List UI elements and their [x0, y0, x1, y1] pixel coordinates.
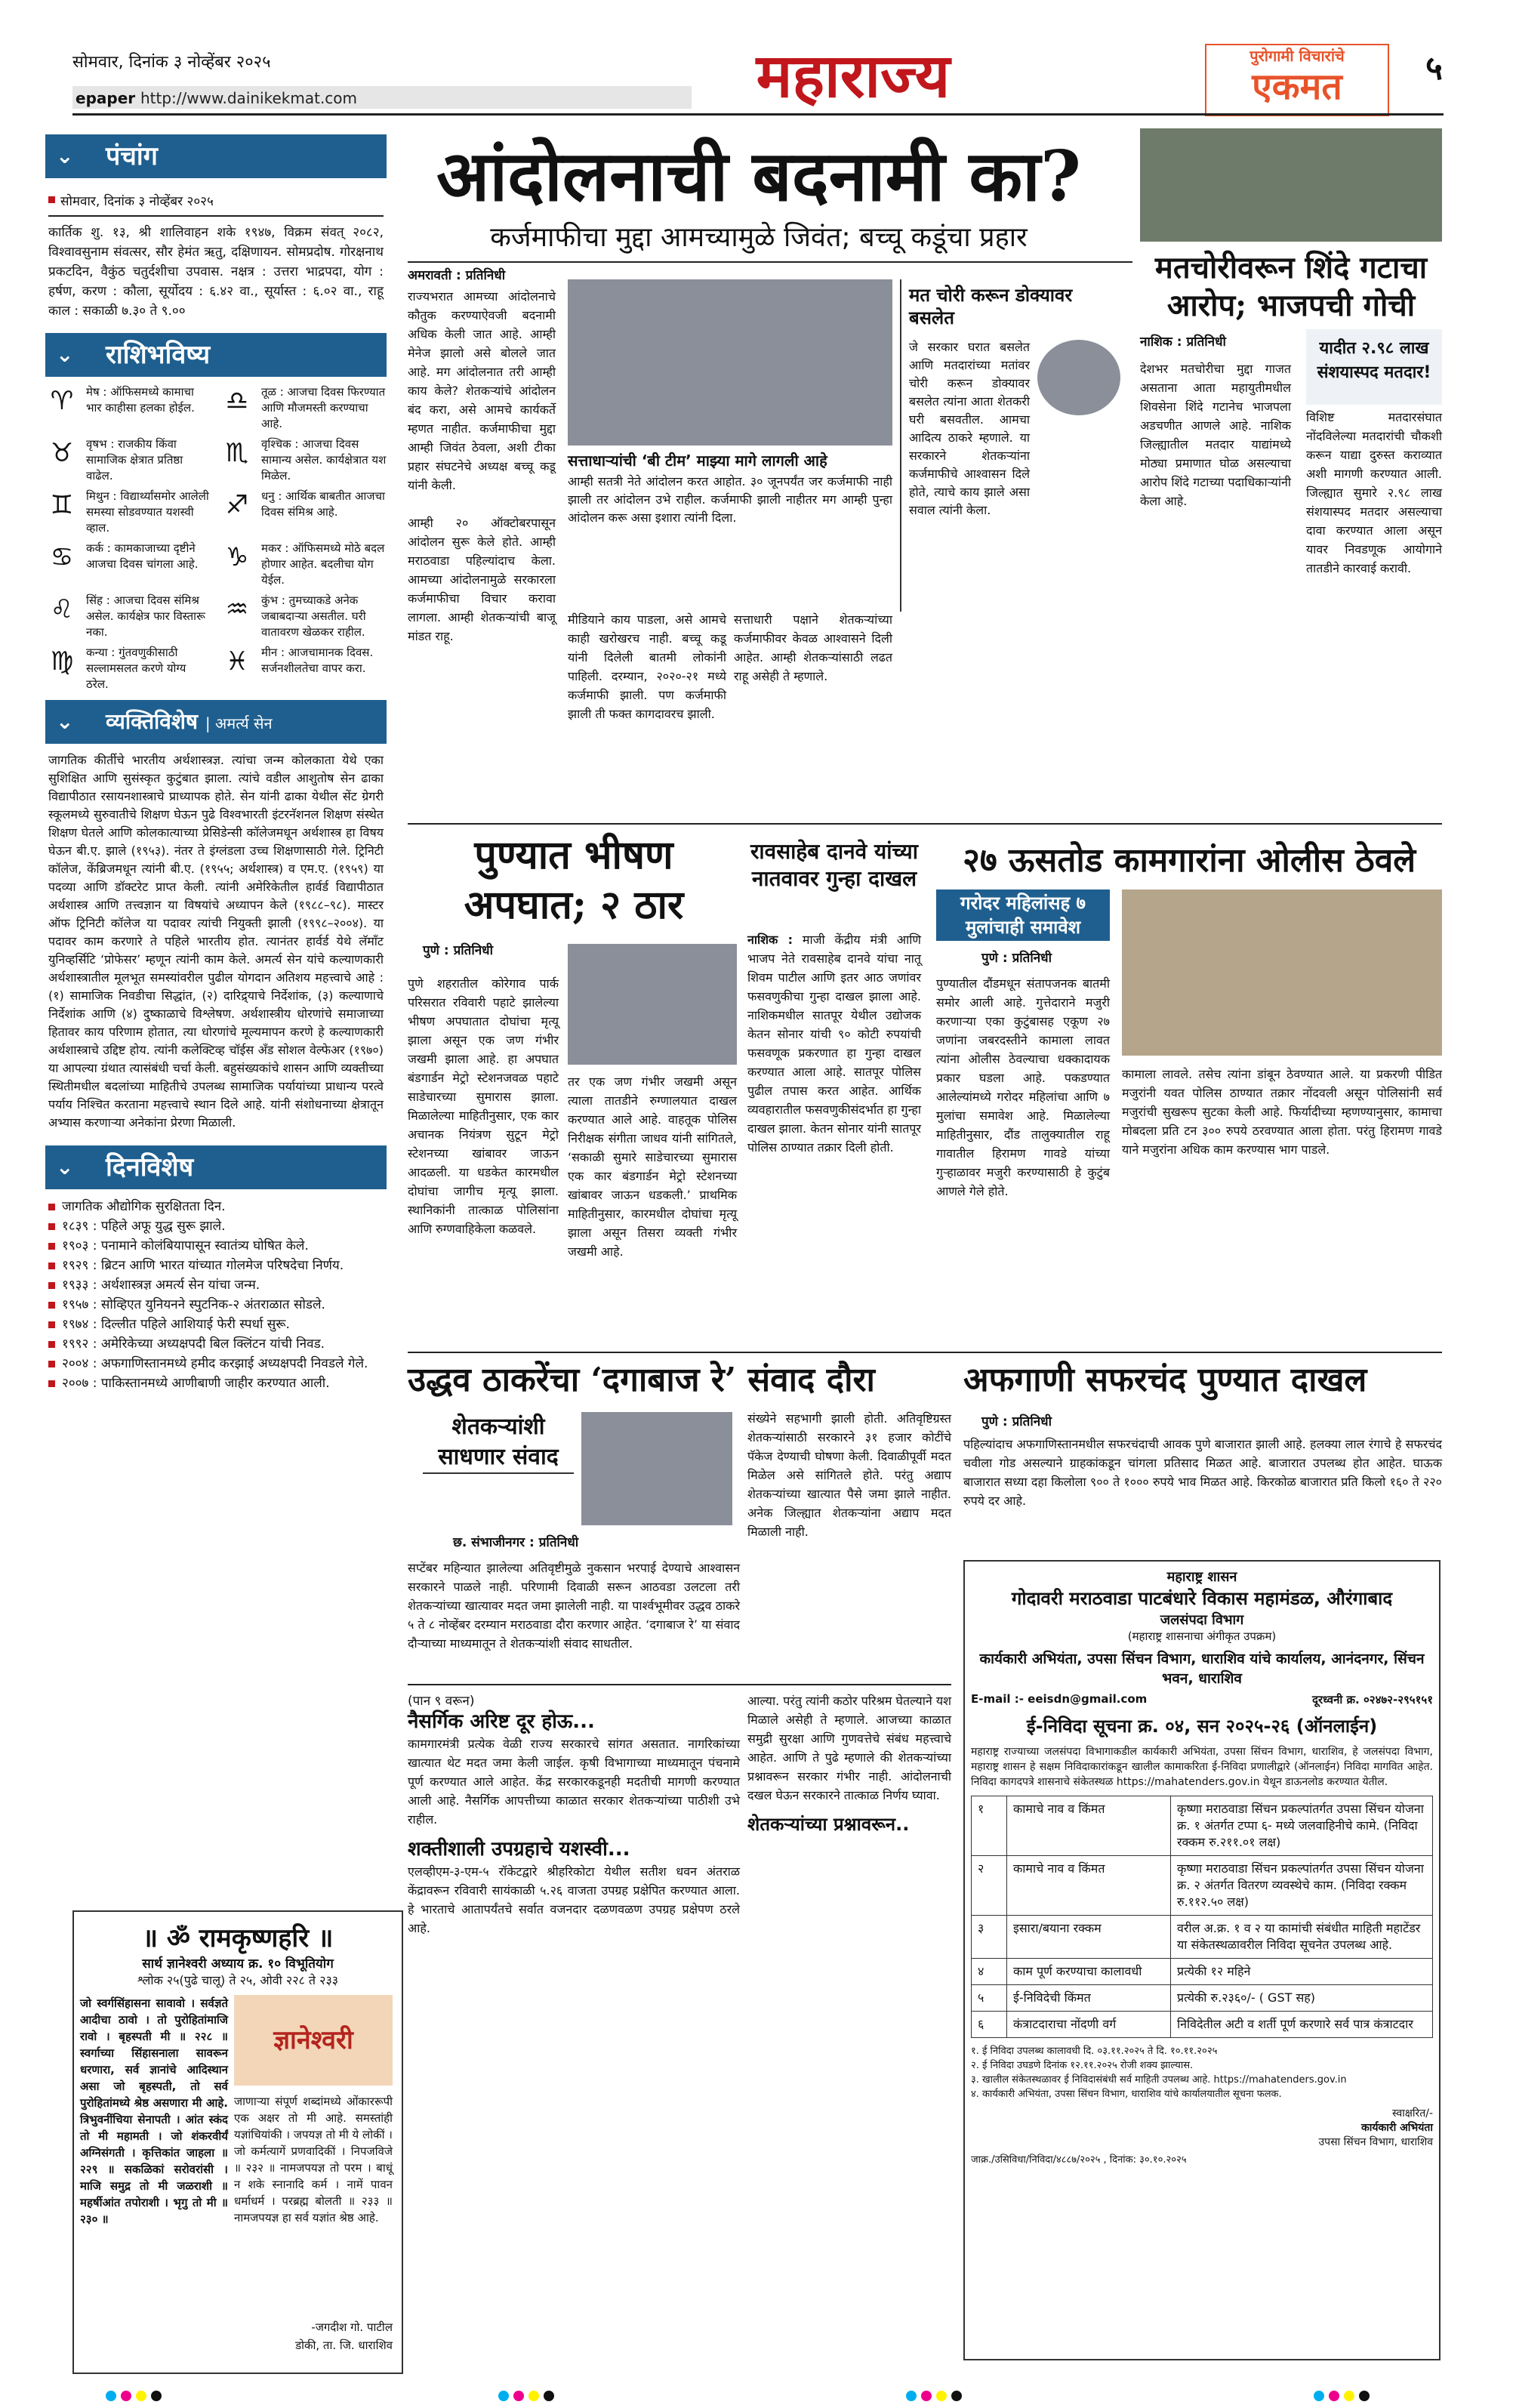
- tender-office: कार्यकारी अभियंता, उपसा सिंचन विभाग, धाराशिव यांचे कार्यालय, आनंदनगर, सिंचन भवन, धाराशिव: [979, 1651, 1425, 1687]
- rashi-title-bar: [45, 333, 387, 377]
- afghani-body: पहिल्यांदाच अफगाणिस्तानमधील सफरचंदाची आवक पुणे बाजारात झाली आहे. हलक्या लाल रंगाचे हे सफरचंद चवीला गोड असल्याने ग्राहकांकडून चांगला प्रतिसाद मिळत आहे. बाजारात उपलब्ध होत आहेत. घाऊक बाजारात सध्या दहा किलोला ९०० ते १००० रुपये भाव मिळत आहे. किरकोळ बाजारात प्रति किलो १६० ते २२० रुपये दर आहे.: [963, 1437, 1442, 1508]
- tender-cell-value: प्रत्येकी १२ महिने: [1171, 1959, 1433, 1985]
- panchang-body: कार्तिक शु. १३, श्री शालिवाहन शके १९४७, विक्रम संवत् २०८२, विश्वावसुनाम संवत्सर, सौर हेमंत ऋतु, दक्षिणायन. सोमप्रदोष. गोरक्षनाथ प्रकटदिन, वैकुंठ चतुर्दशीचा उपवास. नक्षत्र : उत्तरा भाद्रपदा, योग : हर्षण, करण : कौला, सूर्योदय : ६.४२ वा., सूर्यास्त : ६.०२ वा., राहू काल : सकाळी ७.३० ते ९.००: [48, 225, 384, 319]
- danve-body: नाशिक : माजी केंद्रीय मंत्री आणि भाजप नेते रावसाहेब दानवे यांचा नातू शिवम पाटील आणि इतर आठ जणांवर फसवणुकीचा गुन्हा दाखल झाला आहे. नाशिकमधील सातपूर येथील उद्योजक केतन सोनार यांची ९० कोटी रुपयांची फसवणूक प्रकरणात हा गुन्हा दाखल करण्यात आला आहे. सातपूर पोलिस पुढील तपास करत आहेत. आर्थिक व्यवहारातील फसवणुकीसंदर्भात हा गुन्हा दाखल झाला. केतन सोनार यांनी सातपूर पोलिस ठाण्यात तक्रार दिली होती.: [747, 933, 921, 1155]
- rashi-item: [45, 541, 211, 588]
- issue-date: सोमवार, दिनांक ३ नोव्हेंबर २०२५: [72, 53, 271, 72]
- nasargik-body: कामगारमंत्री प्रत्येक वेळी राज्य सरकारचे सांगत असतात. नागरिकांच्या खात्यात थेट मदत जमा केली जाईल. कृषी विभागाच्या माध्यमातून पंचनामे पूर्ण करण्यात आले आहेत. केंद्र सरकारकडूनही मदतीची मागणी करण्यात आली आहे. नैसर्गिक आपत्तीच्या काळात सरकार शेतकऱ्यांच्या पाठीशी उभे राहील.: [408, 1737, 740, 1827]
- rashi-text: कर्क : कामकाजाच्या दृष्टीने आजचा दिवस चांगला आहे.: [86, 541, 199, 571]
- tender-ref: जाक्र./उसिविधा/निविदा/४८८७/२०२५ , दिनांक: ३०.१०.२०२५: [971, 2154, 1187, 2166]
- shetkari-title: शेतकऱ्यांच्या प्रश्नावरून..: [747, 1814, 910, 1835]
- tender-org: गोदावरी मराठवाडा पाटबंधारे विकास महामंडळ, औरंगाबाद: [1011, 1588, 1393, 1609]
- lead-photo-caption: सत्ताधाऱ्यांची ‘बी टीम’ माझ्या मागे लागली आहे: [568, 452, 827, 470]
- rashi-item: [220, 541, 387, 588]
- rashi-item: [220, 593, 387, 640]
- tender-title: ई-निविदा सूचना क्र. ०४, सन २०२५-२६ (ऑनलाईन): [1026, 1716, 1378, 1737]
- rashi-item: [220, 645, 387, 692]
- dnyaneshwari-logo: ज्ञानेश्वरी: [234, 1995, 393, 2086]
- panchang-date: सोमवार, दिनांक ३ नोव्हेंबर २०२५: [60, 192, 384, 209]
- tender-cell-value: कृष्णा मराठवाडा सिंचन प्रकल्पांतर्गत उपसा सिंचन योजना क्र. २ अंतर्गत वितरण व्यवस्थेचे काम. (निविदा रक्कम रु.११२.५० लक्ष): [1171, 1856, 1433, 1916]
- lead-body-3: मीडियाने काय पाडला, असे आमचे काही खरोखरच नाही. बच्चू कडू यांनी दिलेली बातमी लोकांनी पाहिली. दरम्यान, २०२०-२१ मध्ये कर्जमाफी झाली. पण कर्जमाफी झाली ती फक्त कागदावरच झाली.: [568, 612, 726, 721]
- uddhav-box: शेतकऱ्यांशी साधणार संवाद: [423, 1412, 574, 1474]
- rashi-text: मीन : आजचामानक दिवस. सर्जनशीलतेचा वापर करा.: [261, 646, 374, 675]
- rashi-item: [45, 489, 211, 536]
- vyakti-title: व्यक्तिविशेष: [106, 709, 199, 734]
- vyakti-title-bar: ⌄ व्यक्तिविशेष | अमर्त्य सेन: [45, 700, 387, 744]
- print-registration-marks: [106, 2391, 162, 2401]
- tender-dept: जलसंपदा विभाग: [1160, 1612, 1244, 1628]
- page-number: ५: [1425, 49, 1443, 88]
- tender-sign1: स्वाक्षरित/-: [1392, 2107, 1433, 2120]
- rashi-text: कन्या : गुंतवणुकीसाठी सल्लामसलत करणे योग्य ठरेल.: [86, 646, 186, 691]
- virgo-icon: ♍: [50, 646, 74, 677]
- vyakti-body: जागतिक कीर्तीचे भारतीय अर्थशास्त्रज्ञ. त्यांचा जन्म कोलकाता येथे एका सुशिक्षित आणि सुसंस्कृत कुटुंबात झाला. त्यांचे वडील आशुतोष सेन ढाका विद्यापीठात रसायनशास्त्राचे प्राध्यापक होते. सेन यांनी ढाका येथील सेंट ग्रेगरी स्कूलमध्ये सुरुवातीचे शिक्षण घेऊन पुढे विश्वभारती इंटरनॅशनल शिक्षण संस्थेत शिक्षण घेतले आणि कोलकात्याच्या प्रेसिडेन्सी कॉलेजमधून अर्थशास्त्र हा विषय घेऊन बी.ए. झाले (१९५३). नंतर ते इंग्लंडला उच्च शिक्षणासाठी गेले. ट्रिनिटी कॉलेज, केंब्रिजमधून त्यांनी बी.ए. (१९५५; अर्थशास्त्र) व एम.ए. (१९५९) या पदव्या आणि डॉक्टरेट प्राप्त केली. त्यांनी अमेरिकेतील हार्वर्ड विद्यापीठात अर्थशास्त्र आणि तत्त्वज्ञान या विषयांचे अध्यापन केले (१९८८–९८). मास्टर ऑफ ट्रिनिटी कॉलेज या पदावर त्यांची नियुक्ती झाली (१९९८–२००४). या पदावर काम करणारे ते पहिले भारतीय होत. त्यानंतर हार्वर्ड येथे लॅमॉंट युनिव्हर्सिटि ‘प्रोफेसर’ म्हणून त्यांनी काम केले. अमर्त्य सेन यांचे कल्याणकारी अर्थशास्त्रातील मूलभूत समस्यांवरील पुढील योगदान अतिशय महत्त्वाचे आहे : (१) सामाजिक निवडीचा सिद्धांत, (२) दारिद्र्याचे निर्देशांक, (३) कल्याणाचे निर्देशांक आणि (४) दुष्काळाचे विश्लेषण. अर्थशास्त्रीय धोरणांचे समाजाच्या हितावर काय परिणाम होतात, त्या धोरणांचे मूल्यमापन करणे हे कल्याणकारी अर्थशास्त्राचे उद्दिष्ट होय. त्यांनी कलेक्टिव्ह चॉईस अँड सोशल वेल्फेअर (१९७०) या आपल्या ग्रंथात त्यासंबंधी चर्चा केली. बहुसंख्यकांचे शासन आणि व्यक्तीच्या स्थितीमधील बदलांच्या माहितीचे उपलब्ध सामाजिक पर्यायांच्या प्राधान्य परत्वे पर्याय निश्चित करताना महत्त्वाचे स्थान दिले आहे. यांनी संशोधनाच्या क्षेत्रातून अभ्यास करणाऱ्या अनेकांना प्रेरणा मिळाली.: [48, 753, 384, 1130]
- side-box: [900, 279, 1128, 612]
- rashi-text: सिंह : आजचा दिवस संमिश्र असेल. कार्यक्षेत्र फार विस्तारू नका.: [86, 594, 205, 639]
- tender-row: [972, 1959, 1433, 1985]
- lead-subhead: कर्जमाफीचा मुद्दा आमच्यामुळे जिवंत; बच्चू कडूंचा प्रहार: [490, 222, 1028, 253]
- lead-caption-text: आम्ही सतत्री नेते आंदोलन करत आहोत. ३० जूनपर्यंत जर कर्जमाफी नाही झाली तर आंदोलन उभे राहील. कर्जमाफी झाली नाहीतर मग आम्ही पुन्हा आंदोलन करू असा इशारा त्यांनी दिला.: [568, 474, 892, 525]
- print-registration-marks: [906, 2391, 962, 2401]
- shinde-dateline: नाशिक : प्रतिनिधी: [1140, 335, 1226, 350]
- panchang-title: पंचांग: [106, 141, 158, 171]
- shinde-box: यादीत २.९८ लाख संशयास्पद मतदार!: [1306, 329, 1442, 405]
- gemini-icon: ♊: [50, 490, 74, 520]
- rashi-item: [45, 593, 211, 640]
- vyakti-subject: अमर्त्य सेन: [214, 714, 273, 732]
- rashi-item: [220, 489, 387, 536]
- chevron-down-icon: ⌄: [56, 709, 74, 734]
- tender-row: [972, 1856, 1433, 1916]
- satellite-body: एलव्हीएम-३-एम-५ रॉकेटद्वारे श्रीहरिकोटा येथील सतीश धवन अंतराळ केंद्रावरून रविवारी सायंकाळी ५.२६ वाजता उपग्रह प्रक्षेपित करण्यात आला. हे भारताचे आतापर्यंतचे सर्वात वजनदार दळणवळण उपग्रह प्रक्षेपण ठरले आहे.: [408, 1864, 740, 1935]
- tender-row: [972, 2012, 1433, 2038]
- tender-cell-no: २: [972, 1856, 1007, 1916]
- print-registration-marks: [498, 2391, 554, 2401]
- continued-stories-2: [747, 1691, 951, 1836]
- tender-table: [971, 1796, 1433, 2038]
- dinvishesh-title: दिनविशेष: [106, 1152, 194, 1182]
- pisces-icon: ♓: [225, 646, 249, 677]
- rashi-text: धनु : आर्थिक बाबतीत आजचा दिवस संमिश्र आहे.: [261, 489, 385, 519]
- uddhav-body-2: संख्येने सहभागी झाली होती. अतिवृष्टिग्रस्त शेतकऱ्यांसाठी सरकारने ३१ हजार कोटींचे पॅकेज देण्याची घोषणा केली. दिवाळीपूर्वी मदत मिळेल असे सांगितले होते. परंतु अद्याप शेतकऱ्यांच्या खात्यात पैसे जमा झाले नाहीत. अनेक जिल्ह्यात शेतकऱ्यांना अद्याप मदत मिळाली नाही.: [747, 1411, 951, 1539]
- lead-body-4: सत्ताधारी पक्षाने शेतकऱ्यांच्या कर्जमाफीवर केवळ आश्वासने दिली आहेत. आम्ही शेतकऱ्यांसाठी लढत राहू असेही ते म्हणाले.: [734, 612, 892, 683]
- lead-body-2: आम्ही २० ऑक्टोबरपासून आंदोलन सुरू केले होते. आम्ही मराठवाडा पहिल्यांदाच केला. आमच्या आंदोलनामुळे सरकारला कर्जमाफीचा विचार करावा लागला. आम्ही शेतकऱ्यांची बाजू मांडत राहू.: [408, 516, 556, 643]
- tender-cell-label: काम पूर्ण करण्याचा कालावधी: [1007, 1959, 1171, 1985]
- uddhav-dateline: छ. संभाजीनगर : प्रतिनिधी: [453, 1535, 579, 1550]
- rashi-text: मकर : ऑफिसमध्ये मोठे बदल होणार आहेत. बदलीचा योग येईल.: [261, 541, 385, 587]
- usa-body: पुण्यातील दौंडमधून संतापजनक बातमी समोर आली आहे. गुत्तेदाराने मजुरी करणाऱ्या एका कुटुंबासह एकूण २७ जणांना जबरदस्तीने कामाला लावत त्यांना ओलीस ठेवल्याचा धक्कादायक प्रकार घडला आहे. पकडण्यात आलेल्यांमध्ये गरोदर महिलांचा आणि ७ मुलांचा समावेश आहे. मिळालेल्या माहितीनुसार, दौंड तालुक्यातील राहू गावातील हिरामण गावडे यांच्या गुऱ्हाळावर मजुरी करण्यासाठी हे कुटुंब आणले गेले होते.: [936, 976, 1110, 1198]
- pune-dateline: पुणे : प्रतिनिधी: [423, 943, 494, 958]
- lead-photo: [568, 279, 892, 446]
- tender-notice: [963, 1560, 1441, 2360]
- afghani-headline: अफगाणी सफरचंद पुण्यात दाखल: [963, 1361, 1367, 1399]
- shinde-body-1: देशभर मतचोरीचा मुद्दा गाजत असताना आता महायुतीमधील शिवसेना शिंदे गटानेच भाजपला अडचणीत आणले आहे. नाशिक जिल्ह्यातील मतदार याद्यांमध्ये मोठ्या प्रमाणात घोळ असल्याचा आरोप शिंदे गटाच्या पदाधिकाऱ्यांनी केला आहे.: [1140, 362, 1291, 508]
- lead-story: [408, 134, 1110, 255]
- chevron-down-icon: ⌄: [56, 342, 74, 367]
- tender-note: (महाराष्ट्र शासनाचा अंगीकृत उपक्रम): [1127, 1629, 1277, 1643]
- shinde-photo: [1140, 128, 1442, 242]
- panchang-title-bar: [45, 134, 387, 178]
- tender-row: [972, 1985, 1433, 2012]
- tender-cell-no: १: [972, 1796, 1007, 1856]
- tender-cell-no: ४: [972, 1959, 1007, 1985]
- tender-phone: दूरध्वनी क्र. ०२४७२-२९५१५१: [1312, 1693, 1433, 1707]
- tender-cell-label: इसारा/बयाना रक्कम: [1007, 1916, 1171, 1959]
- dinvishesh-item: २००४ : अफगाणिस्तानमध्ये हमीद करझाई अध्यक्षपदी निवडले गेले.: [62, 1354, 387, 1374]
- aries-icon: ♈: [50, 386, 74, 416]
- rashi-text: कुंभ : तुमच्याकडे अनेक जबाबदाऱ्या असतील. घरी वातावरण खेळकर राहील.: [261, 594, 366, 639]
- dinvishesh-item: १९७४ : दिल्लीत पहिले आशियाई फेरी स्पर्धा सुरू.: [62, 1315, 387, 1334]
- pune-photo: [568, 944, 737, 1065]
- dinvishesh-item: २००७ : पाकिस्तानमध्ये आणीबाणी जाहीर करण्यात आली.: [62, 1374, 387, 1393]
- tender-cell-label: कंत्राटदाराचा नोंदणी वर्ग: [1007, 2012, 1171, 2038]
- lead-body-1: राज्यभरात आमच्या आंदोलनाचे कौतुक करण्याऐवजी बदनामी अधिक केली जात आहे. आम्ही मेनेज झालो असे बोलले जात आहे. मग आंदोलनात तरी आम्ही काय केले? शेतकऱ्यांचे आंदोलन बंद करा, असे आमचे कार्यकर्ते म्हणत नाहीत. कर्जमाफीचा मुद्दा आम्ही जिवंत ठेवला, अशी टीका प्रहार संघटनेचे अध्यक्ष बच्चू कडू यांनी केली.: [408, 289, 556, 492]
- dinvishesh-item: १९५७ : सोव्हिएत युनियनने स्पुटनिक-२ अंतराळात सोडले.: [62, 1295, 387, 1315]
- sagittarius-icon: ♐: [225, 490, 249, 520]
- tender-cell-no: ३: [972, 1916, 1007, 1959]
- lead-headline: आंदोलनाची बदनामी का?: [436, 135, 1081, 217]
- usa-body-2: कामाला लावले. तसेच त्यांना डांबून ठेवण्यात आले. या प्रकरणी पीडित मजुरांनी यवत पोलिस ठाण्यात तक्रार नोंदवली असून पोलिसांनी सर्व मजुरांची सुखरूप सुटका केली आहे. फिर्यादीच्या म्हणण्यानुसार, कामाचा मोबदला प्रति टन ३०० रुपये ठरवण्यात आला होता. परंतु हिरामण गावडे याने मजुरांना अधिक काम करण्यास भाग पाडले.: [1122, 1067, 1442, 1157]
- continued-label: (पान ९ वरून): [408, 1694, 475, 1709]
- rashi-item: [45, 384, 211, 432]
- leo-icon: ♌: [50, 594, 74, 624]
- nasargik-title: नैसर्गिक अरिष्ट दूर होऊ...: [408, 1710, 595, 1733]
- rashi-item: [45, 436, 211, 484]
- scorpio-icon: ♏: [225, 438, 249, 468]
- rashi-grid: [45, 377, 387, 700]
- rashi-text: वृश्चिक : आजचा दिवस सामान्य असेल. कार्यक्षेत्रात यश मिळेल.: [261, 437, 387, 483]
- left-column: [45, 134, 387, 1393]
- tender-email[interactable]: E-mail :- eeisdn@gmail.com: [971, 1692, 1148, 1706]
- aquarius-icon: ♒: [225, 594, 249, 624]
- ramkrishna-left: जो स्वर्गसिंहासना सावावो । सर्वज्ञते आदीचा ठावो । तो पुरोहितांमाजि रावो । बृहस्पती मी ॥ २२८ ॥ स्वर्गाच्या सिंहासनाला सावरून धरणारा, सर्व ज्ञानांचे आदिस्थान असा जो बृहस्पती, तो सर्व पुरोहितांमध्ये श्रेष्ठ असणारा मी आहे. त्रिभुवनींचिया सेनापती । आंत स्कंद तो मी महामती । जो शंकरवीर्यं अग्निसंगती । कृत्तिकांत जाहला ॥ २२९ ॥ सकळिकां सरोवरांसी । माजि समुद्र तो मी जळराशी ॥ महर्षीआंत तपोराशी । भृगु तो मी ॥ २३० ॥: [80, 1996, 228, 2226]
- tender-sign2: कार्यकारी अभियंता: [1361, 2122, 1433, 2134]
- ramkrishna-sub2: श्लोक २५(पुढे चालू) ते २५, ओवी २२८ ते २३३: [137, 1973, 339, 1987]
- ramkrishna-title: ॥ ॐ रामकृष्णहरि ॥: [142, 1923, 334, 1953]
- usa-photo: [1122, 890, 1442, 1056]
- uddhav-photo: [581, 1412, 732, 1525]
- chevron-down-icon: ⌄: [56, 143, 74, 168]
- tender-cell-label: कामाचे नाव व किंमत: [1007, 1856, 1171, 1916]
- tender-cell-label: कामाचे नाव व किंमत: [1007, 1796, 1171, 1856]
- rashi-item: [45, 645, 211, 692]
- lead-dateline: अमरावती : प्रतिनिधी: [408, 268, 506, 283]
- tender-cell-no: ५: [972, 1985, 1007, 2012]
- usa-dateline: पुणे : प्रतिनिधी: [981, 951, 1052, 966]
- usa-headline: २७ ऊसतोड कामगारांना ओलीस ठेवले: [962, 841, 1416, 880]
- rashi-text: मेष : ऑफिसमध्ये कामाचा भार काहीसा हलका होईल.: [86, 385, 195, 415]
- tender-cell-no: ६: [972, 2012, 1007, 2038]
- rashi-text: तूळ : आजचा दिवस फिरण्यात आणि मौजमस्ती करण्याचा आहे.: [261, 385, 386, 430]
- tender-sign3: उपसा सिंचन विभाग, धाराशिव: [1318, 2136, 1433, 2148]
- danve-headline: रावसाहेब दानवे यांच्या नातवावर गुन्हा दाखल: [750, 839, 919, 891]
- tender-gov: महाराष्ट्र शासन: [1166, 1569, 1237, 1585]
- dinvishesh-item: १९९२ : अमेरिकेच्या अध्यक्षपदी बिल क्लिंटन यांची निवड.: [62, 1334, 387, 1354]
- satellite-title: शक्तीशाली उपग्रहाचे यशस्वी...: [408, 1838, 630, 1861]
- brand-logo: एकमत: [1252, 66, 1342, 108]
- side-box-body: जे सरकार घरात बसलेत आणि मतदारांच्या मतांवर चोरी करून डोक्यावर बसलेत त्यांना आता शेतकरी घरी बसवतील. आमचा आदित्य ठाकरे म्हणाले. या सरकारने शेतकऱ्यांना कर्जमाफीचे आश्वासन दिले होते, त्याचे काय झाले असा सवाल त्यांनी केला.: [909, 340, 1030, 517]
- shinde-body-2: विशिष्ट मतदारसंघात नोंदविलेल्या मतदारांची चौकशी करून याद्या दुरुस्त कराव्यात अशी मागणी करण्यात आली. जिल्ह्यात सुमारे २.९८ लाख संशयास्पद मतदार असल्याचा दावा करण्यात आला असून यावर निवडणूक आयोगाने तातडीने कारवाई करावी.: [1306, 410, 1442, 575]
- dinvishesh-item: १९३३ : अर्थशास्त्रज्ञ अमर्त्य सेन यांचा जन्म.: [62, 1275, 387, 1295]
- tender-cell-value: वरील अ.क्र. १ व २ या कामांची संबंधीत माहिती महाटेंडर या संकेतस्थळावरील निविदा सूचनेत उपलब्ध आहे.: [1171, 1916, 1433, 1959]
- danve-dateline: नाशिक :: [747, 933, 793, 947]
- tender-footer: १. ई निविदा उपलब्ध कालावधी दि. ०३.११.२०२५ ते दि. १०.११.२०२५ २. ई निविदा उघडणे दिनांक १२.११.२०२५ रोजी शक्य झाल्यास. ३. खालील संकेतस्थळावर ई निविदासंबंधी सर्व माहिती उपलब्ध आहे. https://mahatenders.gov.in ४. कार्यकारी अभियंता, उपसा सिंचन विभाग, धाराशिव यांचे कार्यालयातील सूचना फलक.: [971, 2046, 1347, 2100]
- rashi-item: [220, 384, 387, 432]
- tender-cell-value: निविदेतील अटी व शर्ती पूर्ण करणारे सर्व पात्र कंत्राटदार: [1171, 2012, 1433, 2038]
- dinvishesh-item: जागतिक औद्योगिक सुरक्षितता दिन.: [62, 1197, 387, 1216]
- dinvishesh-list: [45, 1189, 387, 1393]
- ramkrishna-place: डोकी, ता. जि. धाराशिव: [295, 2339, 393, 2352]
- uddhav-body: सप्टेंबर महिन्यात झालेल्या अतिवृष्टीमुळे नुकसान भरपाई देण्याचे आश्वासन सरकारने पाळले नाही. परिणामी दिवाळी सरून आठवडा उलटला तरी शेतकऱ्यांच्या खात्यावर मदत जमा झालेली नाही. या पार्श्वभूमीवर उद्धव ठाकरे ५ ते ८ नोव्हेंबर दरम्यान मराठवाडा दौरा करणार आहेत. ‘दगाबाज रे’ या संवाद दौऱ्याच्या माध्यमातून ते शेतकऱ्यांशी संवाद साधतील.: [408, 1561, 740, 1651]
- epaper-url[interactable]: http://www.dainikekmat.com: [140, 89, 358, 107]
- masthead: [0, 0, 1516, 113]
- dinvishesh-item: १८३९ : पहिले अफू युद्ध सुरू झाले.: [62, 1216, 387, 1236]
- tender-cell-value: कृष्णा मराठवाडा सिंचन प्रकल्पांतर्गत उपसा सिंचन योजना क्र. १ अंतर्गत टप्पा ६- मध्ये जलवाहिनीचे कामे. (निविदा रक्कम रु.२११.०१ लक्ष): [1171, 1796, 1433, 1856]
- tender-row: [972, 1916, 1433, 1959]
- uddhav-headline: उद्धव ठाकरेंचा ‘दगाबाज रे’ संवाद दौरा: [408, 1361, 875, 1399]
- dinvishesh-item: १९०३ : पनामाने कोलंबियापासून स्वातंत्र्य घोषित केले.: [62, 1236, 387, 1256]
- pune-headline: पुण्यात भीषण अपघात; २ ठार: [464, 832, 684, 928]
- ramkrishna-box: [72, 1910, 403, 2374]
- tagline: पुरोगामी विचारांचे: [1249, 47, 1345, 65]
- rashi-title: राशिभविष्य: [106, 340, 211, 370]
- rashi-text: वृषभ : राजकीय किंवा सामाजिक क्षेत्रात प्रतिष्ठा वाढेल.: [86, 437, 183, 483]
- chevron-down-icon: ⌄: [56, 1155, 74, 1179]
- capricorn-icon: ♑: [225, 542, 249, 572]
- print-registration-marks: [1314, 2391, 1370, 2401]
- afghani-dateline: पुणे : प्रतिनिधी: [981, 1414, 1052, 1429]
- pune-body: पुणे शहरातील कोरेगाव पार्क परिसरात रविवारी पहाटे झालेल्या भीषण अपघातात दोघांचा मृत्यू झाला असून एक जण गंभीर जखमी झाला आहे. हा अपघात बंडगार्डन मेट्रो स्टेशनजवळ पहाटे साडेचारच्या सुमारास झाला. मिळालेल्या माहितीनुसार, एक कार अचानक नियंत्रण सुटून मेट्रो स्टेशनच्या खांबावर जाऊन आदळली. या धडकेत कारमधील दोघांचा जागीच मृत्यू झाला. स्थानिकांनी तात्काळ पोलिसांना आणि रुग्णवाहिकेला कळवले.: [408, 976, 559, 1236]
- libra-icon: ♎: [225, 386, 249, 416]
- rashi-text: मिथुन : विद्यार्थ्यांसमोर आलेली समस्या सोडवण्यात यशस्वी व्हाल.: [86, 489, 209, 535]
- pune-body-2: तर एक जण गंभीर जखमी असून त्याला तातडीने रुग्णालयात दाखल करण्यात आले आहे. वाहतूक पोलिस निरीक्षक संगीता जाधव यांनी सांगितले, ‘सकाळी सुमारे साडेचारच्या सुमारास एक कार बंडगार्डन मेट्रो स्टेशनच्या खांबावर जाऊन धडकली.’ प्राथमिक माहितीनुसार, कारमधील दोघांचा मृत्यू झाला असून तिसरा व्यक्ती गंभीर जखमी आहे.: [568, 1075, 737, 1259]
- taurus-icon: ♉: [50, 438, 74, 468]
- section-title: महाराज्य: [756, 40, 951, 111]
- tender-intro: महाराष्ट्र राज्याच्या जलसंपदा विभागाकडील कार्यकारी अभियंता, उपसा सिंचन विभाग, धाराशिव, हे जलसंपदा विभाग, महाराष्ट्र शासन हे सक्षम निविदाकारांकडून खालील कामाकरिता ई-निविदा प्रणालीद्वारे (ऑनलाईन) निविदा मागवित आहेत. निविदा कागदपत्रे शासनाचे संकेतस्थळ https://mahatenders.gov.in येथून डाऊनलोड करण्यात येतील.: [971, 1746, 1433, 1788]
- continued-stories: [408, 1691, 740, 1938]
- ramkrishna-sub1: सार्थ ज्ञानेश्वरी अध्याय क्र. १० विभूतियोग: [142, 1956, 334, 1972]
- shinde-headline: मतचोरीवरून शिंदे गटाचा आरोप; भाजपची गोची: [1154, 250, 1428, 323]
- side-box-title: मत चोरी करून डोक्यावर बसलेत: [909, 285, 1073, 328]
- usa-box: गरोदर महिलांसह ७ मुलांचाही समावेश: [936, 890, 1110, 941]
- epaper-label: epaper: [75, 89, 136, 107]
- aaditya-photo: [1037, 340, 1120, 415]
- rashi-item: [220, 436, 387, 484]
- dinvishesh-item: १९२९ : ब्रिटन आणि भारत यांच्यात गोलमेज परिषदेचा निर्णय.: [62, 1256, 387, 1275]
- tender-cell-label: ई-निविदेची किंमत: [1007, 1985, 1171, 2012]
- tender-cell-value: प्रत्येकी रु.२३६०/- ( GST सह): [1171, 1985, 1433, 2012]
- dinvishesh-title-bar: [45, 1145, 387, 1189]
- ramkrishna-author: -जगदीश गो. पाटील: [311, 2320, 393, 2334]
- shetkari-body-pre: आल्या. परंतु त्यांनी कठोर परिश्रम घेतल्याने यश मिळाले असेही ते म्हणाले. आजच्या काळात समुद्री सुरक्षा आणि गुणवत्तेचे संबंध महत्त्वाचे आहेत. आणि ते पुढे म्हणाले की शेतकऱ्यांच्या प्रश्नावरून सरकार गंभीर नाही. आंदोलनाची दखल घेऊन सरकारने तात्काळ निर्णय घ्यावा.: [747, 1694, 951, 1802]
- cancer-icon: ♋: [50, 542, 74, 572]
- ramkrishna-right: जाणाऱ्या संपूर्ण शब्दांमध्ये ओंकाररूपी एक अक्षर तो मी आहे. समस्तांही यज्ञांचियांकी । जपयज्ञ तो मी ये लोकीं । जो कर्मत्यागें प्रणवादिकीं । निपजविजे ॥ २३२ ॥ नामजपयज्ञ तो परम । बाधूं न शके स्नानादि कर्म । नामें पावन धर्माधर्म । परब्रह्म बोलती ॥ २३३ ॥ नामजपयज्ञ हा सर्व यज्ञांत श्रेष्ठ आहे.: [234, 2095, 393, 2225]
- tender-row: [972, 1796, 1433, 1856]
